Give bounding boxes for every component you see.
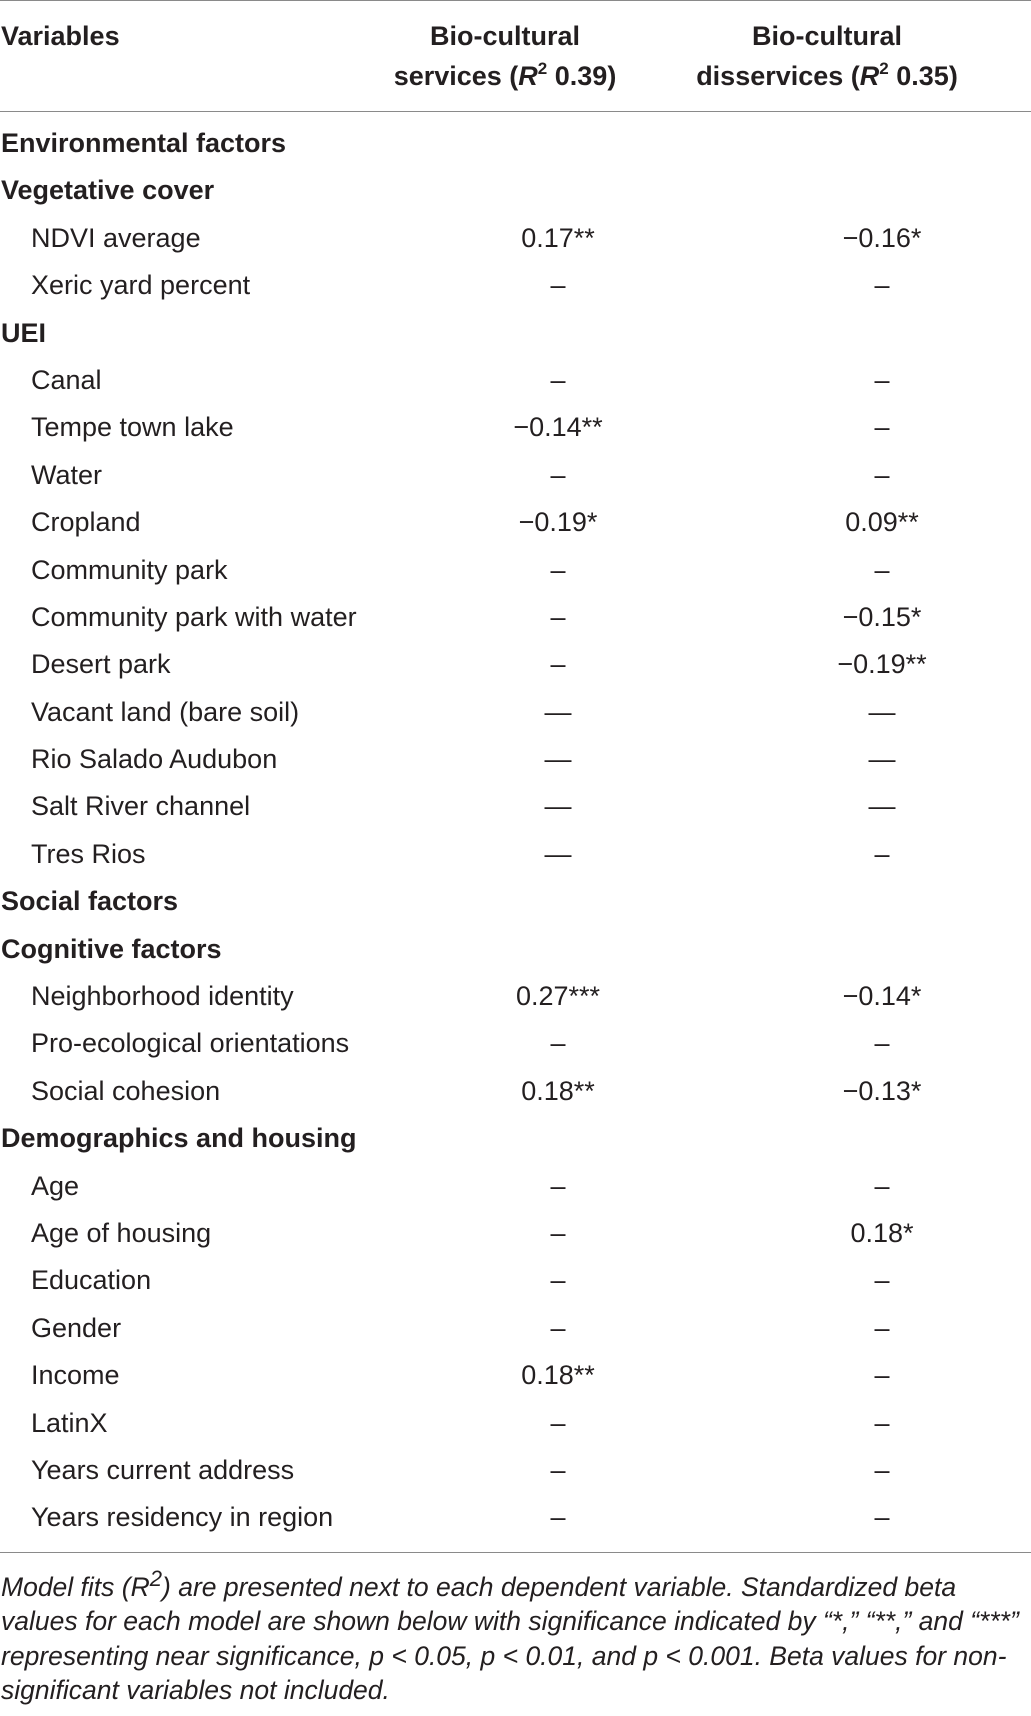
services-value: –: [550, 1407, 566, 1438]
services-value: –: [550, 1312, 566, 1343]
services-value: 0.27***: [515, 981, 601, 1012]
row-label: Desert park: [31, 649, 171, 680]
services-value: —: [544, 696, 572, 727]
services-value: –: [550, 1217, 566, 1248]
table-row: [0, 499, 1031, 546]
services-value: –: [550, 1170, 566, 1201]
services-value: −0.14**: [513, 412, 603, 443]
table-section-row: [0, 926, 1031, 973]
header-disservices-sup: 2: [879, 59, 889, 78]
row-label: Canal: [31, 364, 102, 395]
row-label: Years residency in region: [31, 1502, 334, 1533]
table-row: [0, 547, 1031, 594]
services-value: –: [550, 459, 566, 490]
services-value: −0.19*: [518, 507, 598, 538]
row-label: Age of housing: [31, 1217, 212, 1248]
services-value: –: [550, 1028, 566, 1059]
table-row: [0, 1163, 1031, 1210]
disservices-value: –: [874, 1454, 890, 1485]
services-value: 0.18**: [521, 1075, 595, 1106]
table-row: [0, 1068, 1031, 1115]
disservices-value: –: [874, 412, 890, 443]
header-services-sup: 2: [537, 59, 548, 78]
disservices-value: 0.09**: [845, 507, 919, 538]
section-label: Social factors: [1, 886, 179, 917]
row-label: Tempe town lake: [31, 412, 234, 443]
table-row: [0, 1305, 1031, 1352]
table-section-row: [0, 167, 1031, 214]
section-label: Vegetative cover: [1, 175, 215, 206]
footnote-part1: Model fits (: [1, 1571, 131, 1602]
table-section-row: [0, 1115, 1031, 1162]
table-row: [0, 1494, 1031, 1541]
row-label: Years current address: [31, 1454, 295, 1485]
table-row: [0, 1400, 1031, 1447]
footnote-part2: ) are presented next to each dependent variable. Standardized beta values for each model are shown below with significance indicated by “*,” “**,” and “***” representing near significance, p < 0.05, p < 0.01, and p < 0.001. Beta values for non-significant variables not included.: [1, 1571, 1019, 1706]
disservices-value: –: [874, 838, 890, 869]
table-row: [0, 215, 1031, 262]
row-label: Cropland: [31, 507, 141, 538]
row-label: NDVI average: [31, 222, 201, 253]
header-services-post: 0.39): [547, 61, 617, 91]
disservices-value: 0.18*: [850, 1217, 914, 1248]
disservices-value: –: [874, 554, 890, 585]
services-value: –: [550, 649, 566, 680]
disservices-value: −0.19**: [837, 649, 927, 680]
disservices-value: −0.16*: [842, 222, 922, 253]
header-disservices-line2: [657, 56, 997, 96]
row-label: Vacant land (bare soil): [31, 696, 300, 727]
row-label: Neighborhood identity: [31, 981, 294, 1012]
table-row: [0, 641, 1031, 688]
row-label: LatinX: [31, 1407, 108, 1438]
table-row: [0, 357, 1031, 404]
table-row: [0, 594, 1031, 641]
services-value: –: [550, 270, 566, 301]
services-value: –: [550, 601, 566, 632]
header-disservices-pre: disservices (: [696, 61, 860, 91]
services-value: –: [550, 364, 566, 395]
disservices-value: –: [874, 459, 890, 490]
top-rule: [0, 0, 1031, 1]
disservices-value: −0.15*: [842, 601, 922, 632]
row-label: Education: [31, 1265, 152, 1296]
disservices-value: −0.13*: [842, 1075, 922, 1106]
table-row: [0, 831, 1031, 878]
row-label: Tres Rios: [31, 838, 146, 869]
row-label: Social cohesion: [31, 1075, 221, 1106]
table-row: [0, 736, 1031, 783]
disservices-value: –: [874, 1360, 890, 1391]
disservices-value: –: [874, 1502, 890, 1533]
table-row: [0, 689, 1031, 736]
table-row: [0, 1210, 1031, 1257]
header-services-line1: Bio-cultural: [429, 21, 580, 51]
header-bio-cultural-services: [340, 16, 670, 96]
row-label: Gender: [31, 1312, 122, 1343]
row-label: Xeric yard percent: [31, 270, 251, 301]
disservices-value: –: [874, 1170, 890, 1201]
header-services-r: R: [518, 61, 538, 91]
disservices-value: —: [868, 791, 896, 822]
table-section-row: [0, 878, 1031, 925]
table-row: [0, 1447, 1031, 1494]
footnote-sup: 2: [149, 1566, 163, 1591]
services-value: –: [550, 1454, 566, 1485]
header-variables: Variables: [1, 21, 120, 51]
row-label: Rio Salado Audubon: [31, 744, 278, 775]
section-label: Environmental factors: [1, 128, 287, 158]
row-label: Pro-ecological orientations: [31, 1028, 350, 1059]
table-row: [0, 1020, 1031, 1067]
disservices-value: –: [874, 1312, 890, 1343]
services-value: –: [550, 554, 566, 585]
section-label: Cognitive factors: [1, 933, 222, 964]
disservices-value: –: [874, 1028, 890, 1059]
table-footnote: [1, 1562, 1029, 1708]
disservices-value: –: [874, 1265, 890, 1296]
table-row: [0, 1352, 1031, 1399]
disservices-value: –: [874, 364, 890, 395]
header-disservices-line1: Bio-cultural: [751, 21, 902, 51]
header-services-pre: services (: [393, 61, 519, 91]
table-section-row: [0, 310, 1031, 357]
row-label: Income: [31, 1360, 120, 1391]
row-label: Age: [31, 1170, 80, 1201]
table-row: [0, 1257, 1031, 1304]
disservices-value: —: [868, 744, 896, 775]
services-value: —: [544, 838, 572, 869]
header-bio-cultural-disservices: [657, 16, 997, 96]
disservices-value: −0.14*: [842, 981, 922, 1012]
footnote-r: R: [130, 1571, 150, 1602]
header-disservices-r: R: [859, 61, 880, 91]
services-value: 0.18**: [521, 1360, 595, 1391]
disservices-value: —: [868, 696, 896, 727]
services-value: –: [550, 1502, 566, 1533]
table-section-row: [0, 120, 1031, 167]
table-body: [0, 120, 1031, 1542]
header-rule: [0, 111, 1031, 112]
header-disservices-post: 0.35): [888, 61, 958, 91]
disservices-value: –: [874, 1407, 890, 1438]
section-label: UEI: [1, 317, 47, 348]
disservices-value: –: [874, 270, 890, 301]
header-services-line2: [340, 56, 670, 96]
table-row: [0, 973, 1031, 1020]
table-row: [0, 404, 1031, 451]
services-value: 0.17**: [521, 222, 595, 253]
table-row: [0, 783, 1031, 830]
table-row: [0, 262, 1031, 309]
footer-rule: [0, 1552, 1031, 1553]
row-label: Community park: [31, 554, 228, 585]
section-label: Demographics and housing: [1, 1123, 357, 1154]
row-label: Community park with water: [31, 601, 357, 632]
services-value: —: [544, 791, 572, 822]
table-row: [0, 452, 1031, 499]
services-value: —: [544, 744, 572, 775]
row-label: Water: [31, 459, 103, 490]
services-value: –: [550, 1265, 566, 1296]
row-label: Salt River channel: [31, 791, 251, 822]
